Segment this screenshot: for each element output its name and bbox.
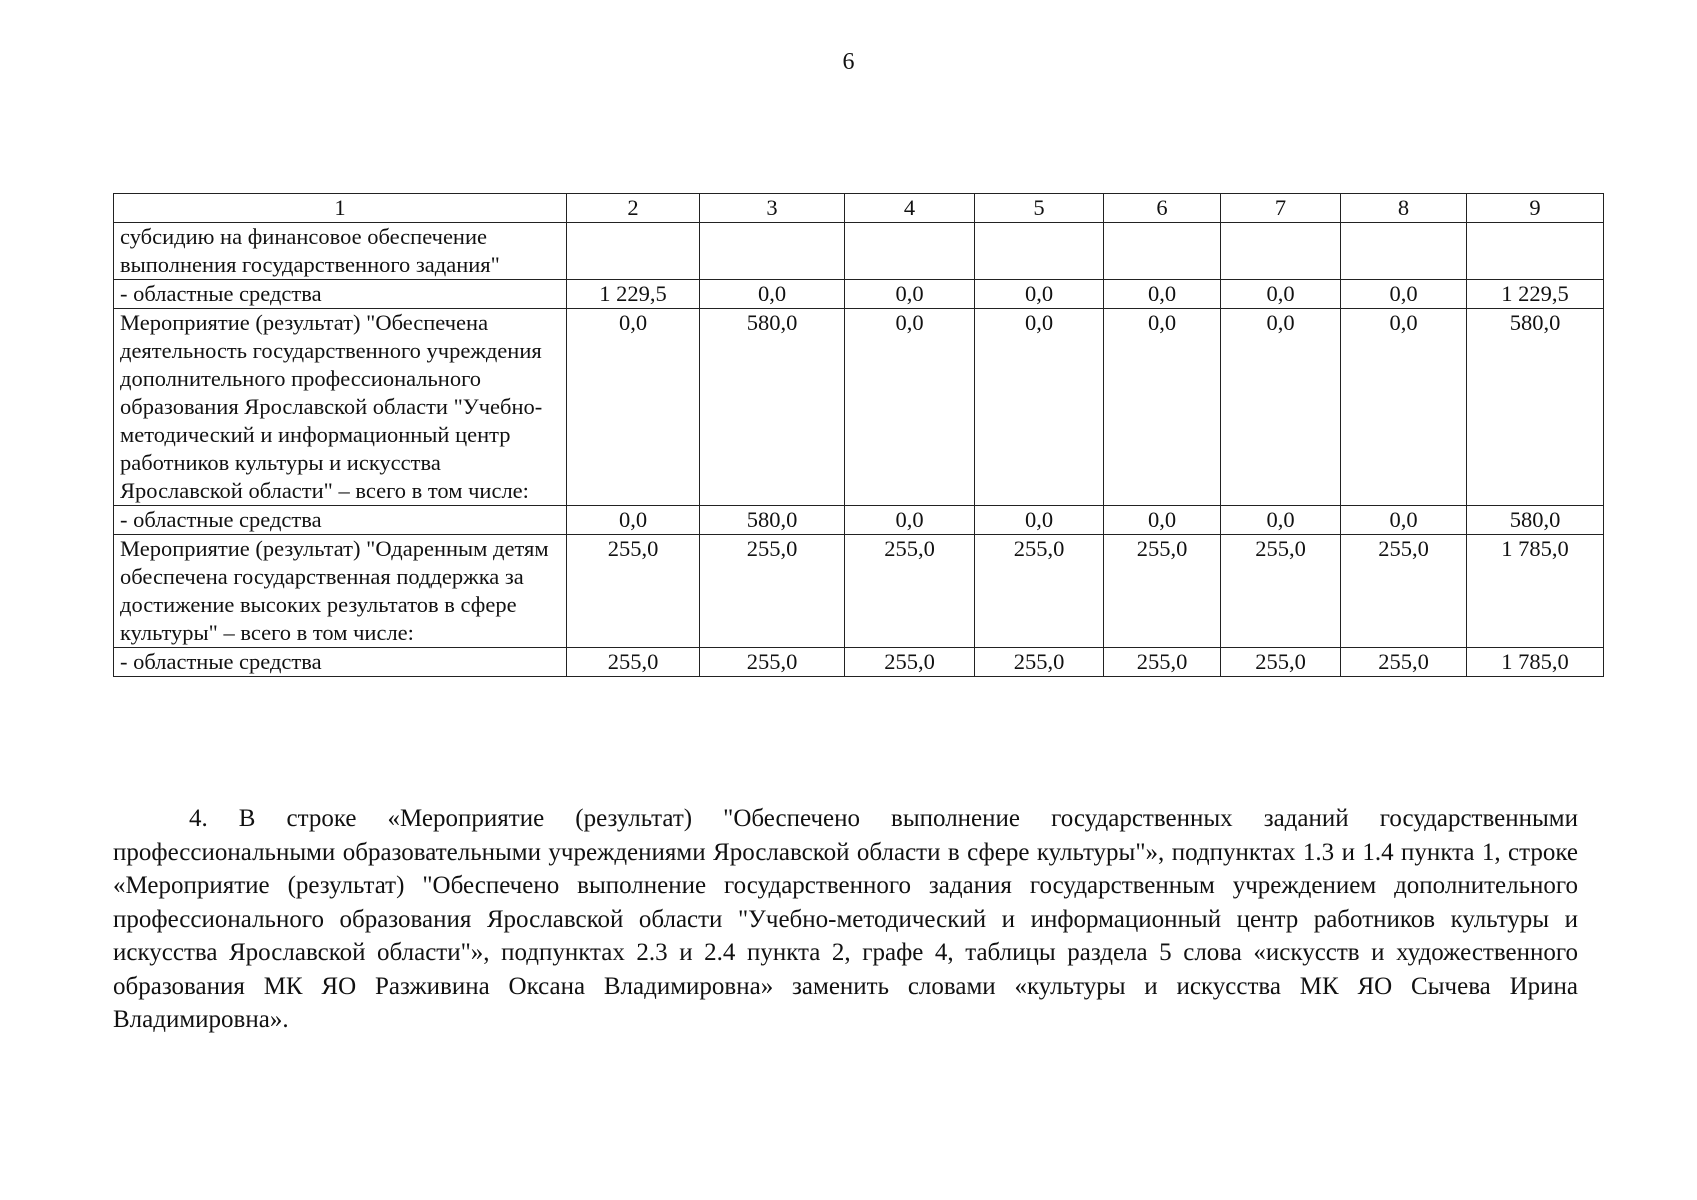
column-header: 8 (1341, 194, 1467, 223)
value-cell (1467, 223, 1604, 280)
value-cell: 1 229,5 (1467, 280, 1604, 309)
value-cell: 255,0 (975, 648, 1104, 677)
value-cell: 0,0 (845, 506, 975, 535)
column-header: 9 (1467, 194, 1604, 223)
value-cell: 255,0 (700, 648, 845, 677)
row-label: - областные средства (114, 280, 567, 309)
table-row (114, 506, 1604, 535)
value-cell: 0,0 (1341, 280, 1467, 309)
value-cell: 0,0 (1104, 309, 1221, 506)
value-cell: 255,0 (975, 535, 1104, 648)
table-row (114, 223, 1604, 280)
value-cell: 580,0 (700, 506, 845, 535)
row-label: - областные средства (114, 648, 567, 677)
value-cell: 0,0 (1221, 506, 1341, 535)
value-cell (700, 223, 845, 280)
value-cell: 0,0 (567, 506, 700, 535)
value-cell (1104, 223, 1221, 280)
column-header: 5 (975, 194, 1104, 223)
value-cell: 0,0 (1341, 506, 1467, 535)
table-row (114, 309, 1604, 506)
value-cell: 580,0 (700, 309, 845, 506)
value-cell: 0,0 (567, 309, 700, 506)
value-cell: 0,0 (845, 309, 975, 506)
value-cell: 255,0 (1221, 648, 1341, 677)
value-cell: 580,0 (1467, 506, 1604, 535)
value-cell: 1 785,0 (1467, 535, 1604, 648)
column-header: 4 (845, 194, 975, 223)
value-cell: 1 785,0 (1467, 648, 1604, 677)
value-cell: 0,0 (975, 506, 1104, 535)
column-header: 6 (1104, 194, 1221, 223)
table-row (114, 648, 1604, 677)
value-cell: 255,0 (567, 648, 700, 677)
table-header-row (114, 194, 1604, 223)
value-cell: 255,0 (700, 535, 845, 648)
value-cell: 255,0 (845, 648, 975, 677)
value-cell (1221, 223, 1341, 280)
row-label: Мероприятие (результат) "Одаренным детям обеспечена государственная поддержка за достижение высоких результатов в сфере культуры" – всего в том числе: (114, 535, 567, 648)
value-cell: 0,0 (975, 280, 1104, 309)
value-cell (975, 223, 1104, 280)
row-label: - областные средства (114, 506, 567, 535)
value-cell: 255,0 (1104, 648, 1221, 677)
page-number: 6 (842, 49, 855, 75)
value-cell: 255,0 (1104, 535, 1221, 648)
column-header: 1 (114, 194, 567, 223)
value-cell (1341, 223, 1467, 280)
value-cell: 255,0 (1341, 648, 1467, 677)
value-cell: 580,0 (1467, 309, 1604, 506)
value-cell: 0,0 (845, 280, 975, 309)
table-row (114, 535, 1604, 648)
value-cell: 0,0 (700, 280, 845, 309)
column-header: 3 (700, 194, 845, 223)
value-cell: 255,0 (845, 535, 975, 648)
column-header: 2 (567, 194, 700, 223)
value-cell: 1 229,5 (567, 280, 700, 309)
value-cell: 0,0 (1341, 309, 1467, 506)
value-cell: 0,0 (1104, 280, 1221, 309)
row-label: Мероприятие (результат) "Обеспечена деятельность государственного учреждения дополнительного профессионального образования Ярославской области "Учебно-методический и информационный центр работников культуры и искусства Ярославской области" – всего в том числе: (114, 309, 567, 506)
column-header: 7 (1221, 194, 1341, 223)
value-cell: 0,0 (975, 309, 1104, 506)
value-cell (567, 223, 700, 280)
row-label: субсидию на финансовое обеспечение выполнения государственного задания" (114, 223, 567, 280)
value-cell: 0,0 (1221, 309, 1341, 506)
value-cell: 255,0 (1221, 535, 1341, 648)
value-cell: 255,0 (1341, 535, 1467, 648)
table-row (114, 280, 1604, 309)
value-cell (845, 223, 975, 280)
value-cell: 0,0 (1104, 506, 1221, 535)
amendment-paragraph: 4. В строке «Мероприятие (результат) "Обеспечено выполнение государственных заданий государственными профессиональными образовательными учреждениями Ярославской области в сфере культуры"», подпунктах 1.3 и 1.4 пункта 1, строке «Мероприятие (результат) "Обеспечено выполнение государственного задания государственным учреждением дополнительного профессионального образования Ярославской области "Учебно-методический и информационный центр работников культуры и искусства Ярославской области"», подпунктах 2.3 и 2.4 пункта 2, графе 4, таблицы раздела 5 слова «искусств и художественного образования МК ЯО Разживина Оксана Владимировна» заменить словами «культуры и искусства МК ЯО Сычева Ирина Владимировна». (113, 805, 1578, 1033)
value-cell: 255,0 (567, 535, 700, 648)
budget-table (113, 193, 1604, 677)
value-cell: 0,0 (1221, 280, 1341, 309)
